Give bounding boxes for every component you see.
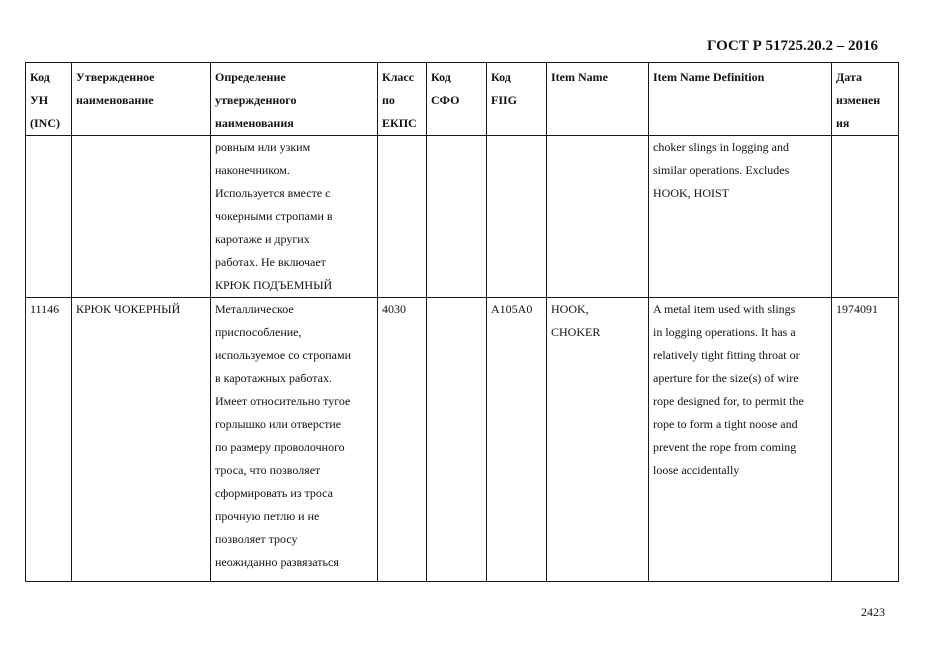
cell-sfo-code	[427, 298, 487, 582]
header-item-name-definition: Item Name Definition	[649, 63, 832, 136]
header-inc-code: Код УН (INC)	[26, 63, 72, 136]
header-item-name: Item Name	[547, 63, 649, 136]
cell-inc-code	[26, 136, 72, 298]
header-approved-name: Утвержденное наименование	[72, 63, 211, 136]
header-approved-name-definition: Определение утвержденного наименования	[211, 63, 378, 136]
cell-approved-name	[72, 136, 211, 298]
cell-ekps-class: 4030	[378, 298, 427, 582]
table-row	[26, 136, 899, 298]
cell-change-date	[832, 136, 899, 298]
item-names-table	[25, 62, 899, 582]
cell-item-name: HOOK, CHOKER	[547, 298, 649, 582]
table-row	[26, 298, 899, 582]
header-sfo-code: Код СФО	[427, 63, 487, 136]
cell-definition: Металлическое приспособление, используемое со стропами в каротажных работах. Имеет относительно тугое горлышко или отверстие по размеру проволочного троса, что позволяет сформировать из троса прочную петлю и не позволяет тросу неожиданно развязаться	[211, 298, 378, 582]
header-ekps-class: Класс по ЕКПС	[378, 63, 427, 136]
header-change-date: Дата изменен ия	[832, 63, 899, 136]
cell-ekps-class	[378, 136, 427, 298]
cell-inc-code: 11146	[26, 298, 72, 582]
cell-item-name	[547, 136, 649, 298]
cell-approved-name: КРЮК ЧОКЕРНЫЙ	[72, 298, 211, 582]
cell-item-name-definition: A metal item used with slings in logging operations. It has a relatively tight fitting throat or aperture for the size(s) of wire rope designed for, to permit the rope to form a tight noose and prevent the rope from coming loose accidentally	[649, 298, 832, 582]
header-fiig-code: Код FIIG	[487, 63, 547, 136]
cell-sfo-code	[427, 136, 487, 298]
document-standard-title: ГОСТ Р 51725.20.2 – 2016	[707, 38, 879, 54]
cell-fiig-code	[487, 136, 547, 298]
cell-fiig-code: A105A0	[487, 298, 547, 582]
page-number: 2423	[861, 605, 885, 619]
cell-item-name-definition: choker slings in logging and similar operations. Excludes HOOK, HOIST	[649, 136, 832, 298]
table-header-row	[26, 63, 899, 136]
cell-change-date: 1974091	[832, 298, 899, 582]
cell-definition: ровным или узким наконечником. Используется вместе с чокерными стропами в каротаже и других работах. Не включает КРЮК ПОДЪЕМНЫЙ	[211, 136, 378, 298]
